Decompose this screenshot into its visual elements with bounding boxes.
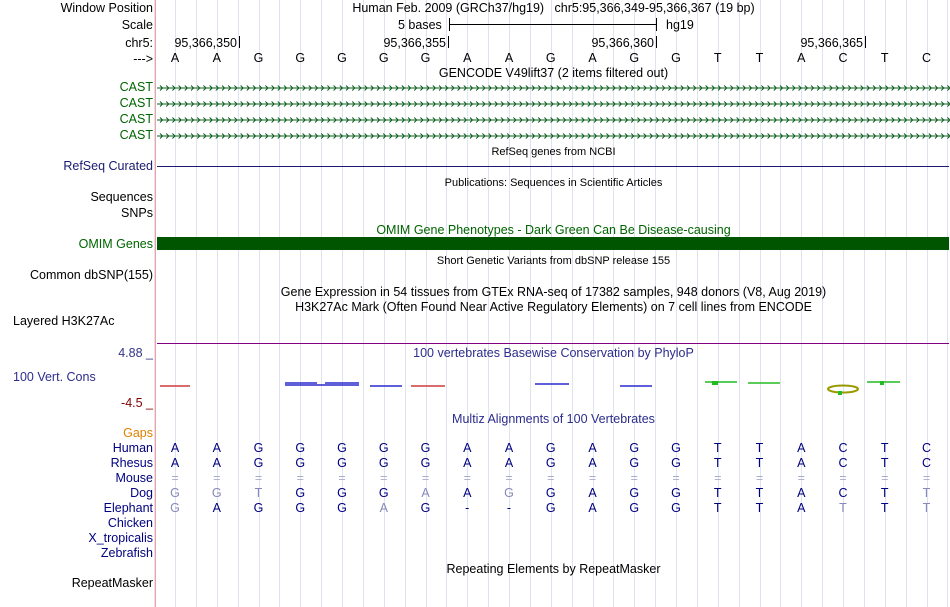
alignment-base: T (713, 486, 722, 500)
alignment-base: = (254, 471, 263, 485)
alignment-base: G (629, 501, 640, 515)
gencode-title[interactable]: GENCODE V49lift37 (2 items filtered out) (438, 66, 669, 80)
alignment-base: A (588, 501, 597, 515)
alignment-base: = (714, 471, 722, 485)
cons-max-label: 4.88 _ (118, 346, 153, 360)
base-letter: G (671, 51, 681, 65)
base-letter: T (880, 51, 889, 65)
alignment-base: G (378, 441, 389, 455)
alignment-base: T (755, 486, 764, 500)
alignment-base: G (420, 441, 431, 455)
gaps-label: Gaps (123, 426, 153, 440)
alignment-base: - (465, 501, 470, 515)
alignment-base: T (880, 441, 889, 455)
strand-arrows (160, 134, 950, 139)
alignment-base: G (295, 456, 306, 470)
alignment-base: G (295, 501, 306, 515)
refseq-label[interactable]: RefSeq Curated (63, 159, 153, 173)
alignment-base: A (504, 441, 514, 455)
strand-label: ---> (133, 52, 153, 66)
omim-gene-bar (157, 237, 949, 250)
base-letter: C (838, 51, 848, 65)
alignment-base: G (170, 501, 180, 515)
repeatmasker-label[interactable]: RepeatMasker (71, 576, 153, 590)
gencode-transcript (157, 134, 950, 139)
coordinate-label: 95,366,355 (383, 36, 446, 50)
alignment-base: A (170, 441, 180, 455)
dbsnp-title[interactable]: Short Genetic Variants from dbSNP release 155 (436, 255, 671, 267)
base-letter: G (378, 51, 389, 65)
base-letter: A (588, 51, 597, 65)
alignment-base: = (630, 471, 638, 485)
alignment-base: G (253, 501, 264, 515)
alignment-base: T (254, 486, 263, 500)
alignment-base: T (755, 441, 764, 455)
alignment-base: G (295, 486, 306, 500)
scale-text: 5 bases (398, 18, 442, 32)
alignment-base: C (921, 456, 932, 470)
alignment-base: = (797, 471, 805, 485)
strand-arrows (160, 118, 950, 123)
h3k27ac-label[interactable]: Layered H3K27Ac (13, 314, 115, 328)
omim-label[interactable]: OMIM Genes (78, 237, 153, 251)
publications-title[interactable]: Publications: Sequences in Scientific Articles (444, 177, 663, 189)
window-position-text[interactable] (157, 1, 950, 15)
conservation-mark (712, 381, 718, 385)
alignment-base: A (588, 456, 597, 470)
coordinate-label: 95,366,365 (800, 36, 863, 50)
alignment-base: G (170, 486, 180, 500)
alignment-base: T (839, 501, 847, 515)
gtex-title[interactable]: Gene Expression in 54 tissues from GTEx RNA-seq of 17382 samples, 948 donors (V8, Aug 2019) (280, 285, 827, 299)
alignment-base: T (755, 501, 764, 515)
window-position-label: Window Position (60, 1, 153, 15)
alignment-base: C (921, 441, 932, 455)
alignment-base: A (212, 456, 221, 470)
cons-min-label: -4.5 _ (121, 396, 153, 410)
alignment-base: A (421, 486, 430, 500)
gencode-transcript-label[interactable]: CAST (119, 112, 153, 126)
coordinate-label: 95,366,360 (591, 36, 654, 50)
alignment-base: G (629, 486, 640, 500)
alignment-base: T (880, 456, 889, 470)
alignment-base: G (337, 486, 347, 500)
alignment-base: = (213, 471, 221, 485)
alignment-base: T (713, 441, 722, 455)
base-letter: A (212, 51, 221, 65)
alignment-base: G (420, 501, 431, 515)
base-letter: A (797, 51, 806, 65)
alignment-base: G (378, 456, 389, 470)
gencode-transcript (157, 118, 950, 123)
conservation-mark (828, 386, 858, 393)
species-label[interactable]: Elephant (103, 501, 153, 515)
omim-title[interactable]: OMIM Gene Phenotypes - Dark Green Can Be Disease-causing (376, 223, 731, 237)
alignment-base: = (296, 471, 304, 485)
position-text: chr5:95,366,349-95,366,367 (19 bp) (554, 1, 755, 15)
multiz-title[interactable]: Multiz Alignments of 100 Vertebrates (452, 412, 655, 426)
base-letter: A (170, 51, 180, 65)
alignment-base: T (880, 501, 889, 515)
species-label[interactable]: Chicken (107, 516, 153, 530)
base-letter: G (253, 51, 264, 65)
alignment-base: T (713, 456, 722, 470)
alignment-base: C (838, 456, 848, 470)
alignment-base: A (797, 456, 806, 470)
alignment-base: = (171, 471, 179, 485)
alignment-base: = (755, 471, 764, 485)
repeatmasker-title[interactable]: Repeating Elements by RepeatMasker (446, 562, 661, 576)
alignment-base: - (506, 501, 512, 515)
alignment-base: T (755, 456, 764, 470)
dbsnp-label[interactable]: Common dbSNP(155) (30, 268, 153, 282)
alignment-base: A (170, 456, 180, 470)
gencode-transcript-label[interactable]: CAST (119, 96, 153, 110)
alignment-base: = (839, 471, 847, 485)
sequences-label[interactable]: Sequences (90, 190, 153, 204)
alignment-base: G (337, 501, 347, 515)
alignment-base: = (922, 471, 931, 485)
gencode-transcript (157, 86, 950, 91)
base-letter: C (921, 51, 932, 65)
gencode-transcript (157, 102, 950, 107)
alignment-base: C (838, 486, 848, 500)
alignment-base: G (504, 486, 514, 500)
alignment-base: T (922, 486, 931, 500)
alignment-base: G (253, 456, 264, 470)
species-label[interactable]: Rhesus (110, 456, 153, 470)
alignment-base: = (881, 471, 889, 485)
snps-label[interactable]: SNPs (121, 206, 153, 220)
alignment-base: = (672, 471, 680, 485)
species-label[interactable]: Mouse (115, 471, 153, 485)
species-label[interactable]: X_tropicalis (88, 531, 153, 545)
alignment-base: G (295, 441, 306, 455)
assembly-name: hg19 (666, 18, 694, 32)
strand-arrows (160, 102, 950, 107)
strand-arrows (160, 86, 950, 91)
conservation-mark (880, 381, 884, 385)
alignment-base: A (463, 441, 472, 455)
alignment-base: G (545, 456, 556, 470)
alignment-base: G (545, 441, 556, 455)
conservation-mark (838, 391, 842, 395)
base-letter: T (755, 51, 764, 65)
alignment-base: G (337, 456, 347, 470)
species-label[interactable]: Human (112, 441, 153, 455)
alignment-base: T (922, 501, 931, 515)
gencode-transcript-label[interactable]: CAST (119, 80, 153, 94)
alignment-base: = (588, 471, 597, 485)
alignment-base: G (671, 456, 681, 470)
alignment-base: A (212, 441, 221, 455)
conservation-title[interactable]: 100 vertebrates Basewise Conservation by PhyloP (413, 346, 694, 360)
alignment-base: G (211, 486, 222, 500)
alignment-base: G (253, 441, 264, 455)
alignment-base: A (588, 441, 597, 455)
base-letter: G (295, 51, 306, 65)
species-label[interactable]: Zebrafish (100, 546, 153, 560)
alignment-base: A (797, 441, 806, 455)
alignment-base: C (838, 441, 848, 455)
conservation-mark (285, 383, 359, 385)
base-letter: G (420, 51, 431, 65)
alignment-base: G (671, 441, 681, 455)
alignment-base: = (421, 471, 430, 485)
alignment-base: G (378, 486, 389, 500)
alignment-base: A (463, 456, 472, 470)
refseq-title[interactable]: RefSeq genes from NCBI (491, 146, 616, 158)
alignment-base: A (797, 501, 806, 515)
base-letter: A (463, 51, 472, 65)
alignment-base: T (880, 486, 889, 500)
alignment-base: G (671, 486, 681, 500)
alignment-base: A (797, 486, 806, 500)
alignment-base: A (379, 501, 388, 515)
alignment-base: T (713, 501, 722, 515)
alignment-base: G (671, 501, 681, 515)
species-label[interactable]: Dog (130, 486, 153, 500)
alignment-base: A (463, 486, 472, 500)
base-letter: A (504, 51, 514, 65)
alignment-base: G (337, 441, 347, 455)
alignment-base: = (547, 471, 555, 485)
base-letter: T (713, 51, 722, 65)
alignment-base: A (504, 456, 514, 470)
alignment-base: G (420, 456, 431, 470)
alignment-base: G (545, 501, 556, 515)
alignment-base: A (212, 501, 221, 515)
base-letter: G (545, 51, 556, 65)
alignment-base: = (338, 471, 346, 485)
alignment-base: A (588, 486, 597, 500)
assembly-title: Human Feb. 2009 (GRCh37/hg19) (352, 1, 545, 15)
alignment-base: G (629, 441, 640, 455)
h3k27ac-title[interactable]: H3K27Ac Mark (Often Found Near Active Regulatory Elements) on 7 cell lines from ENCODE (295, 300, 812, 314)
alignment-base: = (463, 471, 471, 485)
alignment-base: G (629, 456, 640, 470)
alignment-base: = (380, 471, 388, 485)
scale-label: Scale (121, 18, 153, 32)
gencode-transcript-label[interactable]: CAST (119, 128, 153, 142)
alignment-base: G (545, 486, 556, 500)
base-letter: G (629, 51, 640, 65)
base-letter: G (337, 51, 347, 65)
chrom-label: chr5: (125, 36, 153, 50)
coordinate-label: 95,366,350 (174, 36, 237, 50)
alignment-base: = (505, 471, 513, 485)
conservation-label[interactable]: 100 Vert. Cons (13, 370, 96, 384)
